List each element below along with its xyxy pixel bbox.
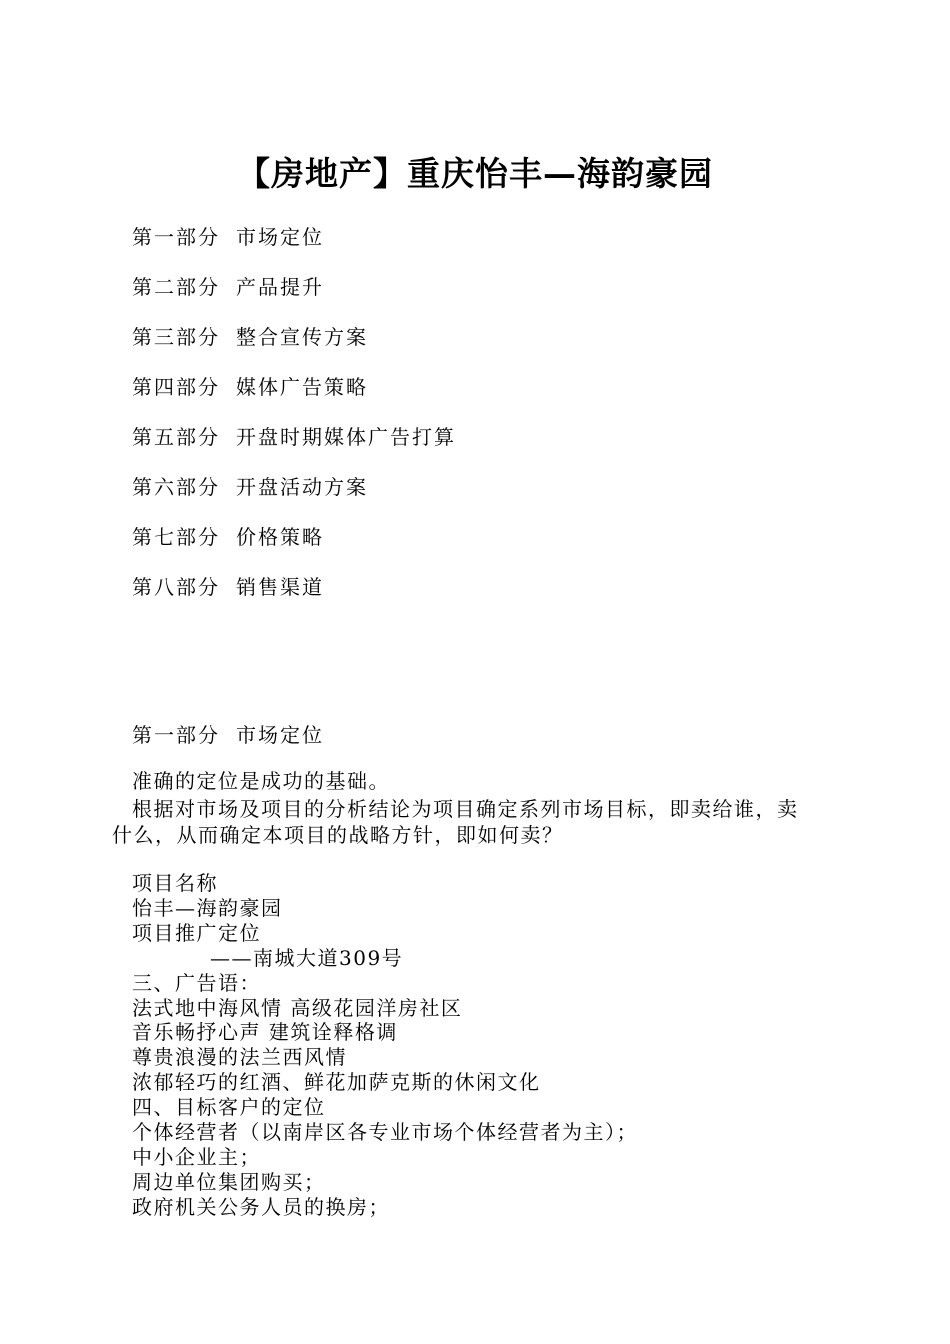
- content-line: 个体经营者（以南岸区各专业市场个体经营者为主）；: [132, 1120, 638, 1145]
- content-line: 项目名称: [132, 871, 218, 895]
- toc-part: 第五部分: [132, 425, 220, 449]
- toc-item: [132, 522, 456, 572]
- toc-item: [132, 272, 456, 322]
- toc-label: 市场定位: [236, 225, 324, 249]
- toc-item: [132, 222, 456, 272]
- content-line: 浓郁轻巧的红酒、鲜花加萨克斯的休闲文化: [132, 1070, 541, 1095]
- table-of-contents: [132, 222, 456, 622]
- toc-label: 整合宣传方案: [236, 325, 368, 349]
- toc-part: 第七部分: [132, 525, 220, 549]
- section-content: [132, 871, 638, 1220]
- toc-part: 第八部分: [132, 575, 220, 599]
- toc-label: 销售渠道: [236, 575, 324, 599]
- toc-item: [132, 322, 456, 372]
- content-line: 四、目标客户的定位: [132, 1095, 326, 1120]
- toc-part: 第三部分: [132, 325, 220, 349]
- paragraph-line: 什么，从而确定本项目的战略方针，即如何卖？: [112, 823, 564, 847]
- content-line: 音乐畅抒心声 建筑诠释格调: [132, 1020, 398, 1045]
- toc-item: [132, 472, 456, 522]
- toc-part: 第二部分: [132, 275, 220, 299]
- section-label: 市场定位: [236, 723, 324, 747]
- toc-label: 产品提升: [236, 275, 324, 299]
- toc-part: 第四部分: [132, 375, 220, 399]
- content-line: ——南城大道309号: [210, 945, 404, 970]
- toc-label: 价格策略: [236, 525, 324, 549]
- toc-item: [132, 422, 456, 472]
- toc-label: 媒体广告策略: [236, 375, 368, 399]
- toc-label: 开盘时期媒体广告打算: [236, 425, 456, 449]
- section-part: 第一部分: [132, 723, 220, 747]
- content-line: 周边单位集团购买；: [132, 1169, 326, 1194]
- section-heading: [132, 720, 324, 750]
- paragraph-line: 根据对市场及项目的分析结论为项目确定系列市场目标，即卖给谁，卖: [132, 797, 799, 821]
- content-line: 项目推广定位: [132, 920, 261, 945]
- content-line: 政府机关公务人员的换房；: [132, 1194, 390, 1219]
- document-title: 【房地产】重庆怡丰—海韵豪园: [237, 154, 713, 193]
- content-line: 三、广告语：: [132, 970, 261, 995]
- body-paragraph: [112, 796, 799, 848]
- toc-item: [132, 372, 456, 422]
- toc-part: 第一部分: [132, 225, 220, 249]
- intro-paragraph: 准确的定位是成功的基础。: [132, 769, 390, 793]
- content-line: 中小企业主；: [132, 1144, 261, 1169]
- toc-part: 第六部分: [132, 475, 220, 499]
- toc-label: 开盘活动方案: [236, 475, 368, 499]
- toc-item: [132, 572, 456, 622]
- content-line: 法式地中海风情 高级花园洋房社区: [132, 995, 463, 1020]
- content-line: 尊贵浪漫的法兰西风情: [132, 1045, 347, 1070]
- content-line: 怡丰—海韵豪园: [132, 895, 283, 920]
